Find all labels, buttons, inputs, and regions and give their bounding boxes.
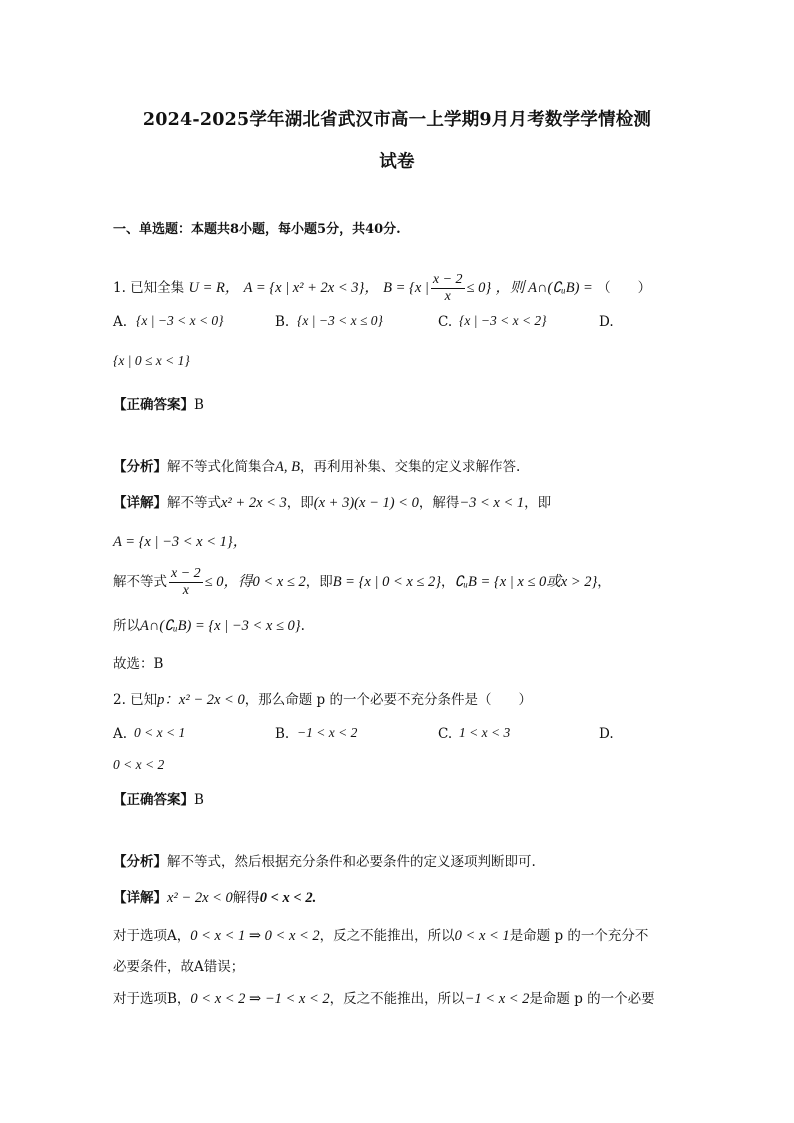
- q1-detail4-period: .: [300, 618, 305, 634]
- q1-detail1-ineq: x² + 2x < 3: [221, 495, 287, 511]
- q1-detail3-set-b: B = {x | 0 < x ≤ 2}: [332, 574, 442, 590]
- q1-option-c-label: C.: [438, 314, 453, 330]
- q2-detail-line1: [113, 886, 316, 907]
- q1-detail3-text-b: ≤ 0，得: [204, 574, 253, 590]
- q2-answer-label: 【正确答案】: [113, 792, 194, 808]
- q2-option-a: 0 < x < 1: [134, 725, 186, 740]
- q2-detailB-text-a: 对于选项B，: [113, 991, 191, 1007]
- q1-choose: 故选：B: [113, 656, 164, 672]
- q2-option-a-label: A.: [113, 726, 128, 742]
- q1-set-b-prefix: B = {x |: [383, 280, 429, 296]
- q1-detail3-range: 0 < x ≤ 2: [252, 574, 306, 590]
- q2-prefix: 2. 已知: [113, 692, 158, 708]
- q1-detail1-text-a: 解不等式: [167, 495, 221, 511]
- q2-detail1-text: 解得: [232, 890, 260, 906]
- q1-detail-line1: [113, 491, 551, 512]
- q1-detail1-solution: −3 < x < 1: [459, 495, 525, 511]
- q1-option-c: {x | −3 < x < 2}: [459, 313, 547, 328]
- q2-analysis-label: 【分析】: [113, 854, 167, 870]
- q1-question: ，则 A∩(∁ᵤB) =: [495, 280, 593, 296]
- q1-detail3-comma: ，: [441, 574, 455, 590]
- q1-detail3-text-d: ，即: [305, 574, 333, 590]
- q1-option-b: {x | −3 < x ≤ 0}: [297, 313, 383, 328]
- q2-detailA-text-a: 对于选项A，: [113, 928, 191, 944]
- q1-detail3-complement: ∁ᵤB = {x | x ≤ 0或x > 2}: [454, 574, 598, 590]
- q1-detail-label: 【详解】: [113, 495, 167, 511]
- q1-analysis-text-a: 解不等式化简集合: [167, 459, 275, 475]
- q1-detail1-text-d: ，即: [524, 495, 552, 511]
- q2-analysis-text: 解不等式，然后根据充分条件和必要条件的定义逐项判断即可.: [167, 854, 536, 870]
- q2-detail-option-a: [113, 924, 648, 945]
- q2-option-c-label: C.: [438, 726, 453, 742]
- q1-universal-set: U = R，: [188, 280, 240, 296]
- q1-analysis-sets: A, B: [275, 459, 300, 475]
- q2-detail-label: 【详解】: [113, 890, 167, 906]
- q2-detailA-range: 0 < x < 1: [454, 928, 510, 944]
- q1-set-a: A = {x | x² + 2x < 3}，: [243, 280, 379, 296]
- q1-option-d: {x | 0 ≤ x < 1}: [113, 353, 190, 368]
- q1-detail3-fraction: $\frac{x - 2}{x}$: [171, 566, 201, 598]
- section-heading: 一、单选题：本题共8小题，每小题5分，共40分.: [113, 222, 401, 237]
- q2-option-b-label: B.: [275, 726, 290, 742]
- q2-answer-value: B: [194, 792, 204, 808]
- q2-proposition: p：x² − 2x < 0: [157, 692, 245, 708]
- q2-detailA-text-c: 是命题 p 的一个充分不: [509, 928, 649, 944]
- q1-set-b-fraction: $\frac{x - 2}{x}$: [432, 272, 463, 304]
- q2-stem: [113, 688, 532, 709]
- q2-option-b: −1 < x < 2: [297, 725, 358, 740]
- q2-option-c: 1 < x < 3: [459, 725, 511, 740]
- q2-detailB-text-c: 是命题 p 的一个必要: [529, 991, 655, 1007]
- q1-detail1-factor: (x + 3)(x − 1) < 0: [313, 495, 419, 511]
- q1-answer-label: 【正确答案】: [113, 397, 194, 413]
- doc-title-line1: 2024-2025学年湖北省武汉市高一上学期9月月考数学学情检测: [142, 110, 652, 130]
- q2-answer: [113, 788, 204, 808]
- q1-answer: [113, 393, 204, 413]
- q2-detailA-text-b: ，反之不能推出，所以: [319, 928, 455, 944]
- q1-detail3-text-a: 解不等式: [113, 574, 167, 590]
- doc-title-line2: 试卷: [379, 152, 415, 172]
- q1-set-b-suffix: ≤ 0}: [466, 280, 492, 296]
- q1-stem: [113, 272, 651, 305]
- q1-detail4-result: A∩(∁ᵤB) = {x | −3 < x ≤ 0}: [140, 618, 301, 634]
- q1-answer-value: B: [194, 397, 204, 413]
- q2-option-d: 0 < x < 2: [113, 757, 165, 772]
- q1-detail3-comma2: ，: [597, 574, 611, 590]
- q2-stem-text: ，那么命题 p 的一个必要不充分条件是（ ）: [244, 692, 532, 708]
- q2-detailB-implication: 0 < x < 2 ⇒ −1 < x < 2: [190, 991, 330, 1007]
- q2-detail1-solution: 0 < x < 2.: [259, 890, 317, 906]
- q2-detail-option-b: [113, 987, 655, 1008]
- q1-analysis-label: 【分析】: [113, 459, 167, 475]
- q1-detail-line3: [113, 566, 611, 599]
- q1-option-d-label: D.: [599, 314, 614, 330]
- q2-detailA-implication: 0 < x < 1 ⇒ 0 < x < 2: [190, 928, 320, 944]
- q1-detail-line4: [113, 614, 305, 635]
- q1-detail1-text-c: ，解得: [418, 495, 460, 511]
- q2-option-d-label: D.: [599, 726, 614, 742]
- q1-option-a: {x | −3 < x < 0}: [136, 313, 224, 328]
- q2-detail1-ineq: x² − 2x < 0: [167, 890, 233, 906]
- q2-detailB-range: −1 < x < 2: [464, 991, 530, 1007]
- q1-option-b-label: B.: [275, 314, 290, 330]
- q1-analysis-text-b: ，再利用补集、交集的定义求解作答.: [299, 459, 521, 475]
- q1-answer-paren: （ ）: [597, 280, 652, 296]
- q1-detail-line2: A = {x | −3 < x < 1}，: [113, 534, 248, 550]
- q1-detail1-text-b: ，即: [286, 495, 314, 511]
- q1-analysis: [113, 455, 520, 476]
- q2-analysis: [113, 850, 536, 870]
- q1-prefix: 1. 已知全集: [113, 280, 185, 296]
- q1-detail4-text-a: 所以: [113, 618, 140, 634]
- q2-detail-option-a-cont: 必要条件，故A错误；: [113, 959, 245, 975]
- q2-detailB-text-b: ，反之不能推出，所以: [329, 991, 465, 1007]
- q1-option-a-label: A.: [113, 314, 128, 330]
